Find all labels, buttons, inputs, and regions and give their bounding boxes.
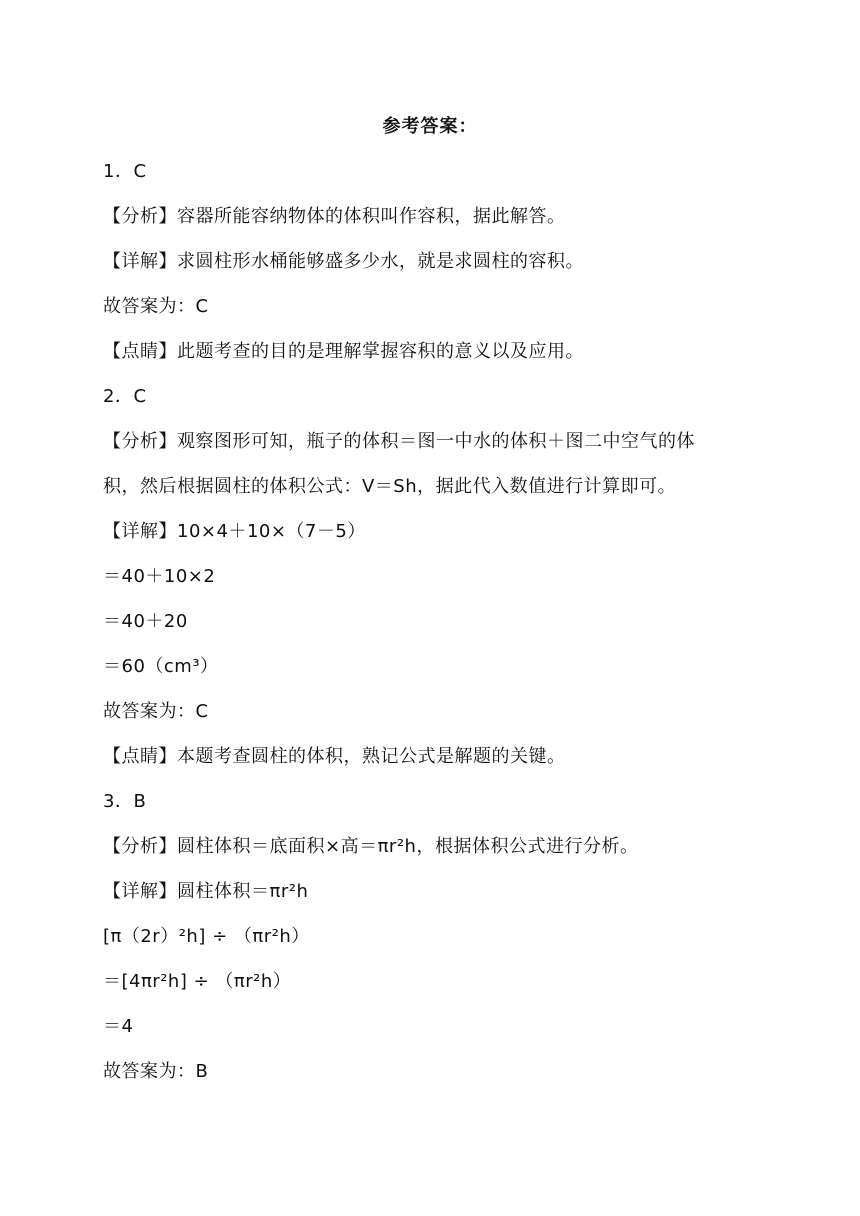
answer-1-result: 故答案为：C xyxy=(103,296,209,317)
answer-1-analysis: 【分析】容器所能容纳物体的体积叫作容积，据此解答。 xyxy=(103,206,566,227)
answer-3-result: 故答案为：B xyxy=(103,1061,209,1082)
answer-3-detail: 【详解】圆柱体积＝πr²h xyxy=(103,881,309,902)
answer-3-step-1: [π（2r）²h] ÷ （πr²h） xyxy=(103,926,310,947)
answer-3-step-2: ＝[4πr²h] ÷ （πr²h） xyxy=(103,971,292,992)
answer-3-analysis: 【分析】圆柱体积＝底面积×高＝πr²h，根据体积公式进行分析。 xyxy=(103,836,639,857)
page-title: 参考答案： xyxy=(382,116,478,137)
answer-3-number: 3．B xyxy=(103,791,147,812)
answer-2-number: 2．C xyxy=(103,386,147,407)
answer-2-detail: 【详解】10×4＋10×（7－5） xyxy=(103,521,366,542)
answer-2-step-3: ＝60（cm³） xyxy=(103,656,219,677)
answer-3-step-3: ＝4 xyxy=(103,1016,134,1037)
answer-1-comment: 【点睛】此题考查的目的是理解掌握容积的意义以及应用。 xyxy=(103,341,584,362)
answer-2-analysis-line-1: 【分析】观察图形可知，瓶子的体积＝图一中水的体积＋图二中空气的体 xyxy=(103,431,695,452)
answer-2-analysis-line-2: 积，然后根据圆柱的体积公式：V＝Sh，据此代入数值进行计算即可。 xyxy=(103,476,677,497)
answer-2-step-1: ＝40＋10×2 xyxy=(103,566,216,587)
answer-2-step-2: ＝40＋20 xyxy=(103,611,188,632)
answer-2-result: 故答案为：C xyxy=(103,701,209,722)
answer-1-detail: 【详解】求圆柱形水桶能够盛多少水，就是求圆柱的容积。 xyxy=(103,251,584,272)
answer-1-number: 1．C xyxy=(103,161,147,182)
answer-2-comment: 【点睛】本题考查圆柱的体积，熟记公式是解题的关键。 xyxy=(103,746,566,767)
